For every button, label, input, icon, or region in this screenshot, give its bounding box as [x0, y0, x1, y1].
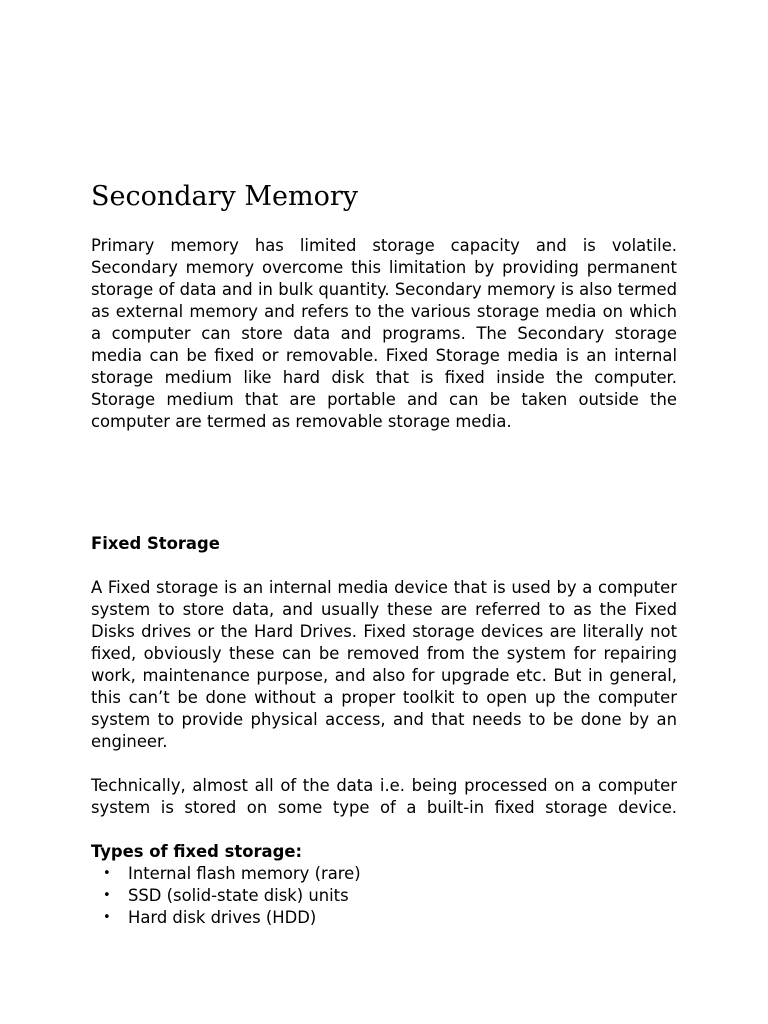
bullet-icon: •: [103, 888, 111, 903]
bullet-icon: •: [103, 910, 111, 925]
list-item: [91, 885, 361, 907]
list-item-text: SSD (solid-state disk) units: [128, 886, 349, 905]
bullet-icon: •: [103, 866, 111, 881]
intro-paragraph: Primary memory has limited storage capacity and is volatile. Secondary memory overcome this limitation by providing permanent storage of data and in bulk quantity. Secondary memory is also termed as external memory and refers to the various storage media on which a computer can store data and programs. The Secondary storage media can be fixed or removable. Fixed Storage media is an internal storage medium like hard disk that is fixed inside the computer. Storage medium that are portable and can be taken outside the computer are termed as removable storage media.: [91, 236, 677, 431]
list-item: [91, 907, 361, 929]
fixed-storage-paragraph: A Fixed storage is an internal media device that is used by a computer system to store data, and usually these are referred to as the Fixed Disks drives or the Hard Drives. Fixed storage devices are literally not fixed, obviously these can be removed from the system for repairing work, maintenance purpose, and also for upgrade etc. But in general, this can’t be done without a proper toolkit to open up the computer system to provide physical access, and that needs to be done by an engineer.: [91, 578, 677, 751]
section-heading-fixed-storage: Fixed Storage: [91, 534, 220, 553]
fixed-storage-technical-paragraph: Technically, almost all of the data i.e. being processed on a computer system is stored on some type of a built-in fixed storage device.: [91, 776, 677, 817]
list-item-text: Hard disk drives (HDD): [128, 908, 317, 927]
list-item-text: Internal flash memory (rare): [128, 864, 361, 883]
list-item: [91, 863, 361, 885]
page-title: Secondary Memory: [91, 181, 359, 212]
types-list: [91, 863, 361, 929]
types-heading: Types of fixed storage:: [91, 842, 303, 861]
